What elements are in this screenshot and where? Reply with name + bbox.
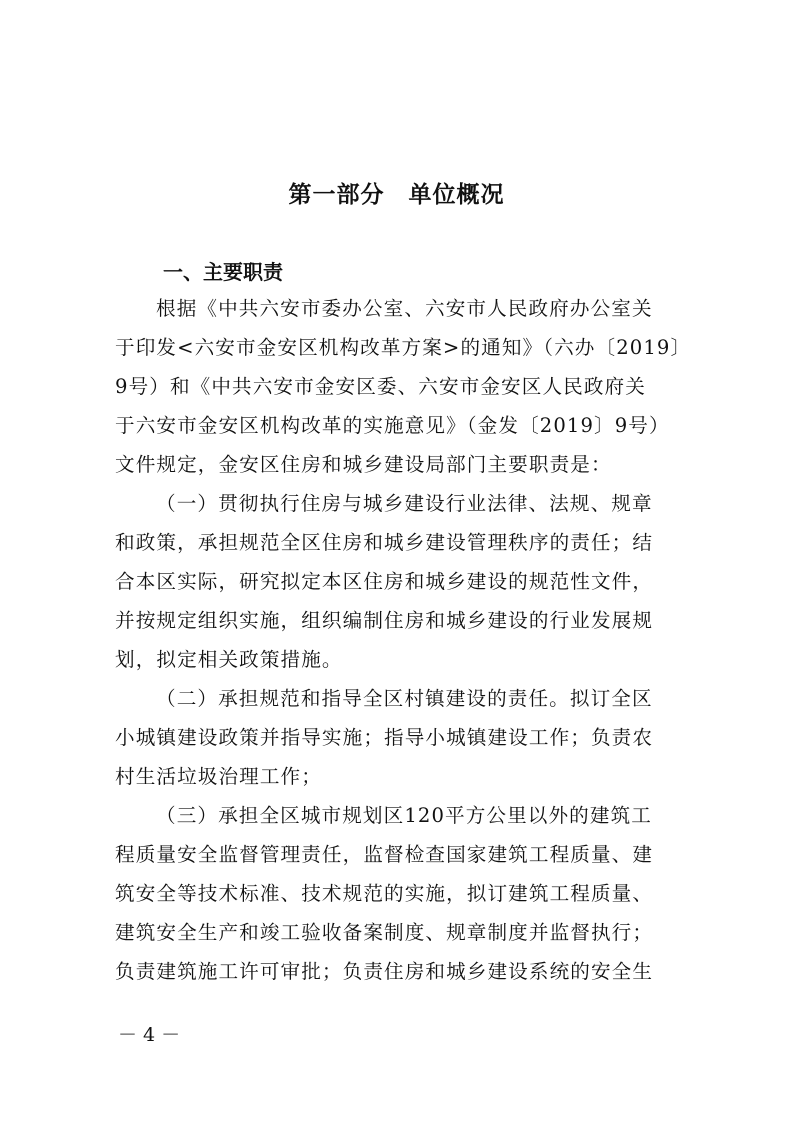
text-line: 并按规定组织实施，组织编制住房和城乡建设的行业发展规 bbox=[115, 609, 654, 632]
text-line: 建筑安全生产和竣工验收备案制度、规章制度并监督执行； bbox=[115, 921, 654, 944]
text-line: 于六安市金安区机构改革的实施意见》（金发〔2019〕9号） bbox=[115, 414, 670, 437]
section-heading: 一、主要职责 bbox=[163, 260, 283, 284]
text-line: 划，拟定相关政策措施。 bbox=[115, 648, 343, 671]
text-line: 合本区实际，研究拟定本区住房和城乡建设的规范性文件， bbox=[115, 570, 654, 593]
text-line: 筑安全等技术标准、技术规范的实施，拟订建筑工程质量、 bbox=[115, 882, 654, 905]
text-line: 负责建筑施工许可审批；负责住房和城乡建设系统的安全生 bbox=[115, 960, 654, 983]
text-line: 程质量安全监督管理责任，监督检查国家建筑工程质量、建 bbox=[115, 843, 654, 866]
text-line: （二）承担规范和指导全区村镇建设的责任。拟订全区 bbox=[156, 687, 653, 710]
text-line: （三）承担全区城市规划区120平方公里以外的建筑工 bbox=[156, 804, 652, 827]
text-line: 和政策，承担规范全区住房和城乡建设管理秩序的责任；结 bbox=[115, 531, 654, 554]
text-line: 于印发<六安市金安区机构改革方案>的通知》（六办〔2019〕 bbox=[115, 336, 692, 359]
text-line: 村生活垃圾治理工作； bbox=[115, 765, 322, 788]
text-line: 根据《中共六安市委办公室、六安市人民政府办公室关 bbox=[156, 297, 653, 320]
text-line: 小城镇建设政策并指导实施；指导小城镇建设工作；负责农 bbox=[115, 726, 654, 749]
page-number: － 4 － bbox=[118, 1024, 181, 1046]
text-line: 9号）和《中共六安市金安区委、六安市金安区人民政府关 bbox=[115, 375, 646, 398]
page-title: 第一部分 单位概况 bbox=[288, 182, 505, 208]
text-line: 文件规定，金安区住房和城乡建设局部门主要职责是： bbox=[115, 453, 612, 476]
text-line: （一）贯彻执行住房与城乡建设行业法律、法规、规章 bbox=[156, 492, 653, 515]
